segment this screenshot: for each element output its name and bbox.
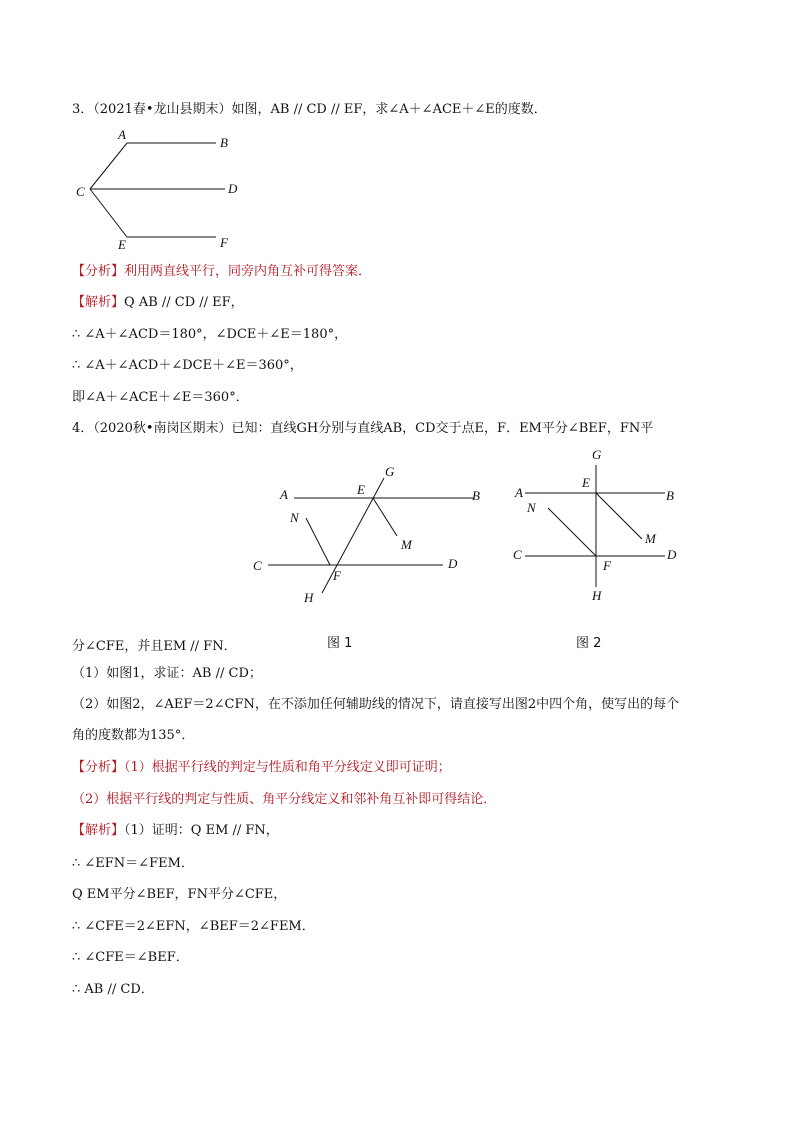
q4-analysis-line-2: （2）根据平行线的判定与性质、角平分线定义和邻补角互补即可得结论．: [72, 792, 497, 807]
analysis-tag: 【分析】: [72, 760, 125, 775]
label-c: C: [76, 184, 85, 199]
q3-solution-line-2: ∴ ∠A＋∠ACD＝180°，∠DCE＋∠E＝180°，: [72, 327, 348, 342]
label-e: E: [582, 475, 590, 490]
label-d: D: [667, 547, 677, 562]
label-d: D: [448, 556, 458, 571]
q4-solution-line-6: ∴ AB // CD．: [72, 982, 154, 997]
q4-analysis-line-1: [72, 759, 451, 777]
q3-solution-line-3: ∴ ∠A＋∠ACD＋∠DCE＋∠E＝360°，: [72, 358, 303, 373]
q3-figure: [70, 126, 250, 251]
label-d: D: [228, 181, 238, 196]
q4-stem-line-2: 分∠CFE，并且EM // FN．: [72, 639, 237, 654]
q3-solution-line-4: 即∠A＋∠ACE＋∠E＝360°．: [72, 390, 249, 405]
analysis-tag: 【分析】: [72, 264, 125, 279]
q4-solution-line-2: ∴ ∠EFN＝∠FEM．: [72, 856, 194, 871]
segment-ce: [90, 189, 127, 237]
figure-2-caption: 图 2: [576, 636, 602, 651]
q4-solution-line-4: ∴ ∠CFE＝2∠EFN，∠BEF＝2∠FEM．: [72, 919, 315, 934]
q4-solution-line-1: [72, 822, 279, 840]
label-f: F: [603, 558, 611, 573]
label-h: H: [304, 590, 314, 605]
label-g: G: [592, 447, 602, 462]
solution-tag: 【解析】: [72, 823, 125, 838]
q4-solution-line-3: Q EM平分∠BEF，FN平分∠CFE，: [72, 887, 287, 902]
label-c: C: [253, 558, 262, 573]
ray-fn: [548, 508, 596, 556]
q4-part-1: （1）如图1，求证：AB // CD；: [72, 666, 262, 681]
segment-ac: [90, 143, 127, 189]
label-f: F: [333, 568, 341, 583]
figure-1-caption: 图 1: [327, 636, 353, 651]
solution-tag: 【解析】: [72, 295, 125, 310]
label-c: C: [513, 547, 522, 562]
ray-fn: [306, 518, 330, 565]
label-e: E: [357, 482, 365, 497]
label-a: A: [515, 485, 523, 500]
q4-figure-2: [508, 445, 688, 610]
label-a: A: [280, 487, 288, 502]
label-m: M: [401, 537, 412, 552]
label-m: M: [645, 531, 656, 546]
solution-text: Q AB // CD // EF，: [124, 295, 244, 310]
analysis-text: 利用两直线平行，同旁内角互补可得答案．: [124, 264, 372, 279]
q4-part-2-line-1: （2）如图2，∠AEF＝2∠CFN，在不添加任何辅助线的情况下，请直接写出图2中四个角，使写出的每个: [72, 697, 680, 712]
q3-stem: 3．（2021春•龙山县期末）如图，AB // CD // EF，求∠A＋∠ACE＋∠E的度数．: [72, 102, 547, 117]
label-h: H: [592, 588, 602, 603]
label-b: B: [472, 488, 480, 503]
label-b: B: [220, 135, 228, 150]
line-gh: [322, 478, 384, 593]
q4-solution-line-5: ∴ ∠CFE＝∠BEF．: [72, 950, 189, 965]
q3-solution-line-1: [72, 294, 244, 312]
solution-text: （1）证明：Q EM // FN，: [124, 823, 279, 838]
label-n: N: [290, 510, 299, 525]
q4-figure-1: [245, 458, 490, 608]
label-n: N: [527, 500, 536, 515]
label-a: A: [118, 127, 126, 142]
label-e: E: [118, 237, 126, 251]
ray-em: [373, 498, 397, 536]
label-b: B: [666, 488, 674, 503]
ray-em: [596, 493, 642, 539]
q4-part-2-line-2: 角的度数都为135°．: [72, 728, 195, 743]
analysis-text: （1）根据平行线的判定与性质和角平分线定义即可证明；: [124, 760, 451, 775]
q4-stem-line-1: 4．（2020秋•南岗区期末）已知：直线GH分别与直线AB，CD交于点E，F．EM平分∠BEF，FN平: [72, 421, 654, 436]
label-f: F: [220, 235, 228, 250]
q3-analysis: [72, 263, 371, 281]
label-g: G: [385, 464, 395, 479]
